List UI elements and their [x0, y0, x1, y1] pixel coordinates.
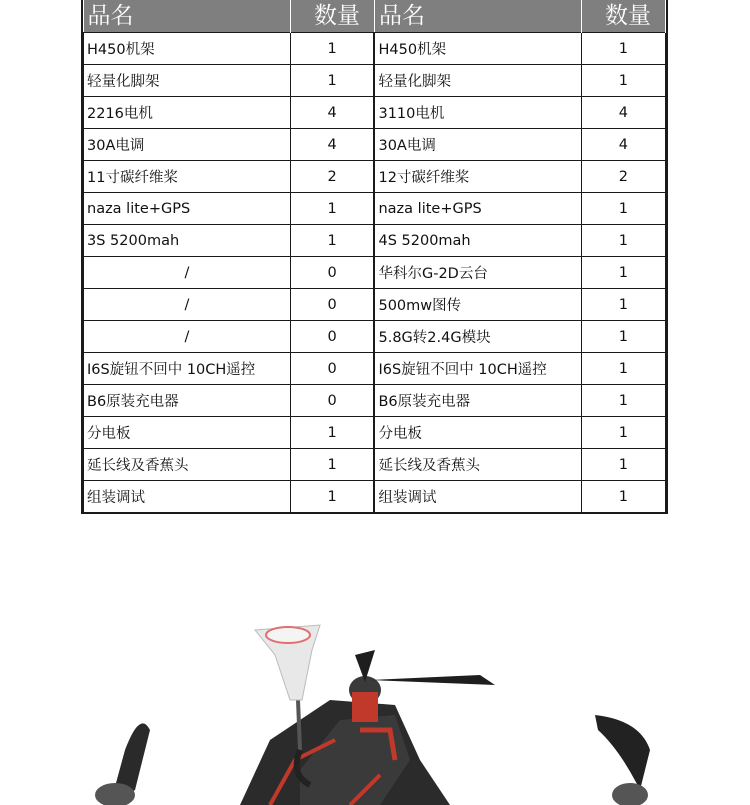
cell-qty-left: 2	[290, 161, 374, 193]
cell-qty-right: 1	[581, 321, 665, 353]
header-row	[84, 0, 666, 33]
table-row	[84, 353, 666, 385]
cell-name-left: /	[84, 321, 291, 353]
cell-qty-right: 1	[581, 193, 665, 225]
cell-name-right: 组装调试	[374, 481, 581, 513]
cell-qty-right: 1	[581, 353, 665, 385]
cell-qty-left: 1	[290, 449, 374, 481]
cell-name-left: 3S 5200mah	[84, 225, 291, 257]
cell-qty-left: 4	[290, 129, 374, 161]
cell-name-left: /	[84, 257, 291, 289]
cell-qty-left: 1	[290, 417, 374, 449]
cell-name-right: 500mw图传	[374, 289, 581, 321]
cell-qty-left: 1	[290, 481, 374, 513]
cell-name-left: H450机架	[84, 33, 291, 65]
cell-name-right: naza lite+GPS	[374, 193, 581, 225]
cell-qty-right: 1	[581, 65, 665, 97]
table-row	[84, 257, 666, 289]
center-frame	[240, 700, 450, 805]
prop-right	[595, 715, 650, 805]
cell-name-left: 11寸碳纤维桨	[84, 161, 291, 193]
cell-qty-left: 0	[290, 257, 374, 289]
table-row	[84, 129, 666, 161]
cell-name-right: 延长线及香蕉头	[374, 449, 581, 481]
cell-name-left: /	[84, 289, 291, 321]
table-row	[84, 417, 666, 449]
cell-qty-right: 4	[581, 97, 665, 129]
cell-qty-right: 1	[581, 449, 665, 481]
table-row	[84, 33, 666, 65]
cell-qty-right: 4	[581, 129, 665, 161]
cell-qty-left: 0	[290, 385, 374, 417]
table-row	[84, 321, 666, 353]
table-row	[84, 385, 666, 417]
prop-left	[95, 723, 150, 805]
cell-name-right: 华科尔G-2D云台	[374, 257, 581, 289]
cell-name-right: 30A电调	[374, 129, 581, 161]
table-row	[84, 225, 666, 257]
table-row	[84, 449, 666, 481]
cell-name-left: 组装调试	[84, 481, 291, 513]
header-name-right: 品名	[374, 0, 581, 33]
cell-qty-left: 0	[290, 321, 374, 353]
cell-qty-right: 1	[581, 481, 665, 513]
cell-name-right: B6原装充电器	[374, 385, 581, 417]
cell-qty-left: 1	[290, 193, 374, 225]
table-row	[84, 97, 666, 129]
cell-qty-right: 1	[581, 257, 665, 289]
cell-name-right: I6S旋钮不回中 10CH遥控	[374, 353, 581, 385]
cell-qty-right: 1	[581, 33, 665, 65]
header-name-left: 品名	[84, 0, 291, 33]
cell-qty-left: 1	[290, 33, 374, 65]
cell-qty-right: 1	[581, 289, 665, 321]
cell-qty-left: 1	[290, 225, 374, 257]
cell-name-right: H450机架	[374, 33, 581, 65]
table-row	[84, 481, 666, 513]
cell-name-right: 3110电机	[374, 97, 581, 129]
cell-name-right: 分电板	[374, 417, 581, 449]
parts-list-table	[81, 0, 668, 514]
cell-name-right: 5.8G转2.4G模块	[374, 321, 581, 353]
cell-name-left: I6S旋钮不回中 10CH遥控	[84, 353, 291, 385]
table-row	[84, 289, 666, 321]
cell-name-right: 4S 5200mah	[374, 225, 581, 257]
cell-qty-left: 4	[290, 97, 374, 129]
cell-qty-left: 0	[290, 353, 374, 385]
table-row	[84, 161, 666, 193]
cell-qty-right: 2	[581, 161, 665, 193]
parts-table	[83, 0, 666, 513]
table-row	[84, 65, 666, 97]
cell-name-left: 2216电机	[84, 97, 291, 129]
drone-photo	[0, 590, 750, 805]
cell-qty-right: 1	[581, 417, 665, 449]
cell-name-right: 轻量化脚架	[374, 65, 581, 97]
cell-qty-right: 1	[581, 385, 665, 417]
cell-name-left: 分电板	[84, 417, 291, 449]
cell-qty-right: 1	[581, 225, 665, 257]
cell-name-left: B6原装充电器	[84, 385, 291, 417]
header-qty-right: 数量	[581, 0, 665, 33]
motor-top-right	[349, 650, 495, 722]
table-row	[84, 193, 666, 225]
cell-qty-left: 1	[290, 65, 374, 97]
cell-qty-left: 0	[290, 289, 374, 321]
header-qty-left: 数量	[290, 0, 374, 33]
cell-name-left: 轻量化脚架	[84, 65, 291, 97]
cell-name-left: 30A电调	[84, 129, 291, 161]
cell-name-left: naza lite+GPS	[84, 193, 291, 225]
cell-name-right: 12寸碳纤维桨	[374, 161, 581, 193]
cell-name-left: 延长线及香蕉头	[84, 449, 291, 481]
